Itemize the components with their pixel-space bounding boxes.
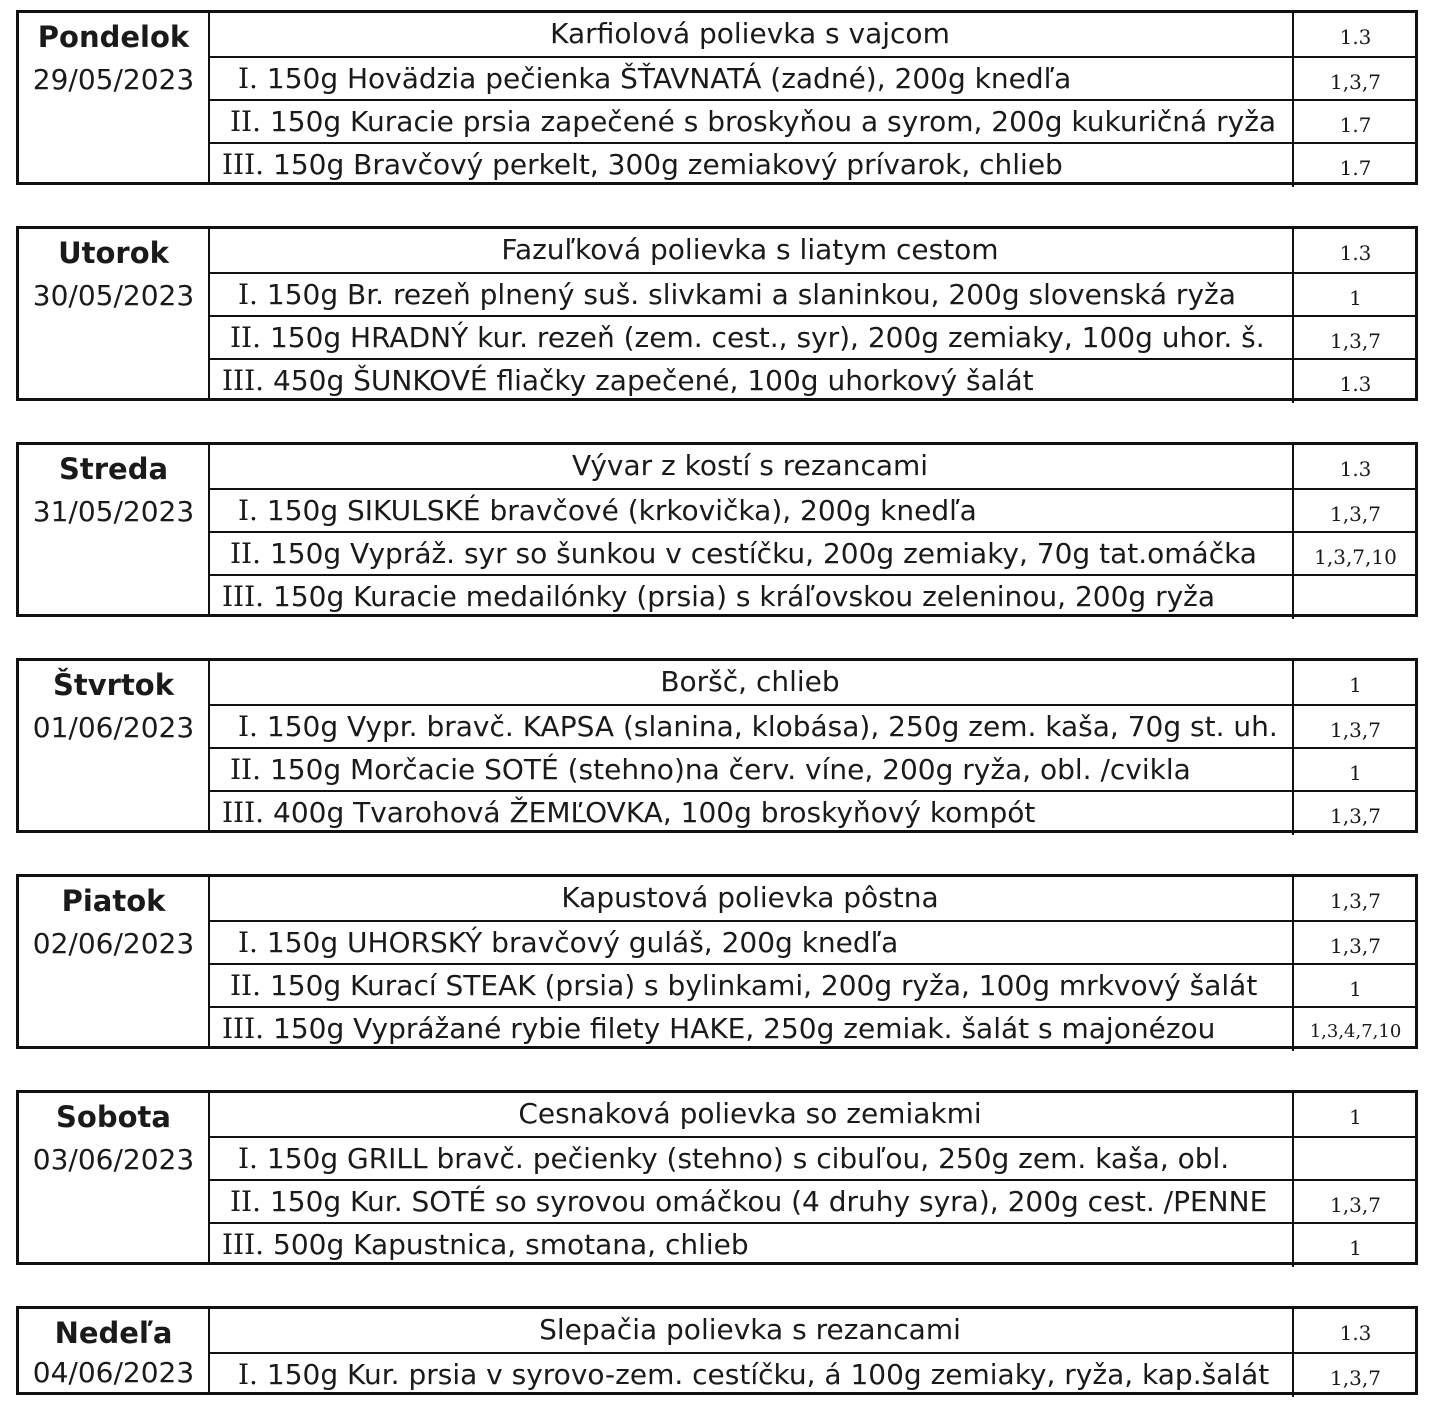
meal-text: 150g Br. rezeň plnený suš. slivkami a slaninkou, 200g slovenská ryža xyxy=(266,278,1236,311)
meal-name xyxy=(208,1181,1294,1224)
meal-name xyxy=(208,144,1294,187)
meal-name xyxy=(208,1008,1294,1051)
meal-name xyxy=(208,1224,1294,1267)
day-header xyxy=(19,1309,210,1392)
soup-name: Karfiolová polievka s vajcom xyxy=(208,13,1294,56)
allergens: 1,3,4,7,10 xyxy=(1309,1021,1402,1042)
meal-name xyxy=(208,58,1294,101)
allergens: 1.7 xyxy=(1339,113,1372,137)
day-block-wednesday xyxy=(16,442,1418,617)
meal-name xyxy=(208,922,1294,965)
allergens: 1,3,7 xyxy=(1330,934,1381,958)
day-date: 31/05/2023 xyxy=(32,495,195,528)
meal-name xyxy=(208,490,1294,533)
meal-text: 150g UHORSKÝ bravčový guláš, 200g knedľa xyxy=(266,926,899,959)
meal-number: I. xyxy=(238,494,258,527)
soup-row xyxy=(208,877,1415,920)
meal-text: 150g Vypráž. syr so šunkou v cestíčku, 200g zemiaky, 70g tat.omáčka xyxy=(269,537,1257,570)
day-date: 01/06/2023 xyxy=(32,711,195,744)
soup-name: Boršč, chlieb xyxy=(208,661,1294,704)
day-name: Pondelok xyxy=(37,20,190,54)
allergens: 1,3,7 xyxy=(1330,1366,1381,1390)
meal-row xyxy=(208,574,1415,619)
meal-number: II. xyxy=(230,321,262,354)
soup-row xyxy=(208,229,1415,272)
soup-row xyxy=(208,661,1415,704)
meal-row xyxy=(208,99,1415,144)
meal-text: 150g Kur. SOTÉ so syrovou omáčkou (4 druhy syra), 200g cest. /PENNE xyxy=(269,1185,1268,1218)
allergens: 1,3,7 xyxy=(1330,70,1381,94)
meal-number: II. xyxy=(230,969,262,1002)
meal-number: I. xyxy=(238,62,258,95)
soup-row xyxy=(208,13,1415,56)
allergens: 1,3,7 xyxy=(1330,329,1381,353)
meal-number: III. xyxy=(222,796,265,829)
day-block-sunday xyxy=(16,1306,1418,1395)
meal-row xyxy=(208,531,1415,576)
meal-number: I. xyxy=(238,1358,258,1391)
day-name: Utorok xyxy=(58,236,169,270)
meal-row xyxy=(208,488,1415,533)
soup-name: Fazuľková polievka s liatym cestom xyxy=(208,229,1294,272)
meal-text: 150g Kuracie medailónky (prsia) s kráľovskou zeleninou, 200g ryža xyxy=(273,580,1216,613)
day-header xyxy=(19,229,210,398)
meal-text: 150g Kuracie prsia zapečené s broskyňou a syrom, 200g kukuričná ryža xyxy=(269,105,1277,138)
allergens: 1.3 xyxy=(1339,457,1372,481)
day-date: 30/05/2023 xyxy=(32,279,195,312)
allergens: 1,3,7 xyxy=(1330,804,1381,828)
meal-text: 150g Vyprážané rybie filety HAKE, 250g zemiak. šalát s majonézou xyxy=(273,1012,1216,1045)
meal-number: I. xyxy=(238,278,258,311)
day-date: 04/06/2023 xyxy=(32,1356,195,1389)
meal-name xyxy=(208,576,1294,619)
allergens: 1,3,7 xyxy=(1330,718,1381,742)
meal-name xyxy=(208,1138,1294,1181)
allergens: 1,3,7 xyxy=(1330,502,1381,526)
meal-row xyxy=(208,747,1415,792)
meal-text: 450g ŠUNKOVÉ fliačky zapečené, 100g uhorkový šalát xyxy=(273,364,1034,397)
allergens: 1.3 xyxy=(1339,25,1372,49)
soup-name: Cesnaková polievka so zemiakmi xyxy=(208,1093,1294,1136)
meal-number: III. xyxy=(222,148,265,181)
day-date: 03/06/2023 xyxy=(32,1143,195,1176)
meal-number: III. xyxy=(222,580,265,613)
allergens: 1.3 xyxy=(1339,1321,1372,1345)
day-header xyxy=(19,661,210,830)
allergens: 1,3,7,10 xyxy=(1314,545,1397,569)
meal-text: 500g Kapustnica, smotana, chlieb xyxy=(273,1228,749,1261)
day-name: Nedeľa xyxy=(54,1316,173,1350)
meal-name xyxy=(208,1354,1294,1397)
allergens: 1 xyxy=(1349,1236,1362,1260)
day-block-saturday xyxy=(16,1090,1418,1265)
meal-number: III. xyxy=(222,1012,265,1045)
day-block-tuesday xyxy=(16,226,1418,401)
meal-name xyxy=(208,101,1294,144)
meal-text: 150g GRILL bravč. pečienky (stehno) s cibuľou, 250g zem. kaša, obl. xyxy=(266,1142,1230,1175)
soup-name: Slepačia polievka s rezancami xyxy=(208,1309,1294,1352)
soup-row xyxy=(208,1093,1415,1136)
allergens: 1 xyxy=(1349,286,1362,310)
meal-row xyxy=(208,358,1415,403)
soup-name: Vývar z kostí s rezancami xyxy=(208,445,1294,488)
day-header xyxy=(19,877,210,1046)
meal-text: 150g Morčacie SOTÉ (stehno)na červ. víne, 200g ryža, obl. /cvikla xyxy=(269,753,1191,786)
allergens: 1 xyxy=(1349,761,1362,785)
day-date: 29/05/2023 xyxy=(32,63,195,96)
allergens xyxy=(1296,576,1415,619)
meal-name xyxy=(208,749,1294,792)
meal-number: III. xyxy=(222,1228,265,1261)
meal-number: I. xyxy=(238,926,258,959)
allergens: 1 xyxy=(1349,673,1362,697)
meal-row xyxy=(208,315,1415,360)
meal-row xyxy=(208,1352,1415,1397)
meal-row xyxy=(208,1136,1415,1181)
meal-text: 150g Kurací STEAK (prsia) s bylinkami, 200g ryža, 100g mrkvový šalát xyxy=(269,969,1258,1002)
day-name: Sobota xyxy=(56,1100,171,1134)
day-header xyxy=(19,13,210,182)
day-block-monday xyxy=(16,10,1418,185)
allergens: 1.3 xyxy=(1339,372,1372,396)
meal-number: II. xyxy=(230,105,262,138)
meal-name xyxy=(208,533,1294,576)
meal-name xyxy=(208,317,1294,360)
meal-row xyxy=(208,1222,1415,1267)
day-name: Streda xyxy=(58,452,169,486)
day-block-thursday xyxy=(16,658,1418,833)
meal-text: 150g Hovädzia pečienka ŠŤAVNATÁ (zadné), 200g knedľa xyxy=(266,62,1072,95)
soup-row xyxy=(208,445,1415,488)
allergens: 1 xyxy=(1349,977,1362,1001)
meal-row xyxy=(208,142,1415,187)
meal-row xyxy=(208,272,1415,317)
meal-number: I. xyxy=(238,710,258,743)
day-header xyxy=(19,1093,210,1262)
allergens: 1.7 xyxy=(1339,156,1372,180)
meal-text: 150g Vypr. bravč. KAPSA (slanina, klobása), 250g zem. kaša, 70g st. uh. xyxy=(266,710,1278,743)
meal-text: 150g SIKULSKÉ bravčové (krkovička), 200g knedľa xyxy=(266,494,977,527)
meal-name xyxy=(208,706,1294,749)
meal-row xyxy=(208,704,1415,749)
meal-row xyxy=(208,790,1415,835)
soup-name: Kapustová polievka pôstna xyxy=(208,877,1294,920)
allergens: 1,3,7 xyxy=(1330,889,1381,913)
soup-row xyxy=(208,1309,1415,1352)
meal-text: 400g Tvarohová ŽEMĽOVKA, 100g broskyňový kompót xyxy=(273,796,1036,829)
day-name: Štvrtok xyxy=(52,668,175,702)
allergens xyxy=(1296,1138,1415,1181)
day-header xyxy=(19,445,210,614)
meal-text: 150g Bravčový perkelt, 300g zemiakový prívarok, chlieb xyxy=(273,148,1063,181)
day-name: Piatok xyxy=(61,884,166,918)
meal-row xyxy=(208,1179,1415,1224)
meal-row xyxy=(208,1006,1415,1051)
meal-number: II. xyxy=(230,1185,262,1218)
allergens: 1 xyxy=(1349,1105,1362,1129)
meal-row xyxy=(208,56,1415,101)
meal-name xyxy=(208,965,1294,1008)
meal-number: III. xyxy=(222,364,265,397)
meal-name xyxy=(208,274,1294,317)
meal-text: 150g Kur. prsia v syrovo-zem. cestíčku, á 100g zemiaky, ryža, kap.šalát xyxy=(266,1358,1270,1391)
meal-name xyxy=(208,792,1294,835)
meal-number: I. xyxy=(238,1142,258,1175)
day-date: 02/06/2023 xyxy=(32,927,195,960)
meal-name xyxy=(208,360,1294,403)
meal-row xyxy=(208,920,1415,965)
allergens: 1.3 xyxy=(1339,241,1372,265)
meal-number: II. xyxy=(230,753,262,786)
allergens: 1,3,7 xyxy=(1330,1193,1381,1217)
meal-row xyxy=(208,963,1415,1008)
meal-number: II. xyxy=(230,537,262,570)
day-block-friday xyxy=(16,874,1418,1049)
meal-text: 150g HRADNÝ kur. rezeň (zem. cest., syr), 200g zemiaky, 100g uhor. š. xyxy=(269,321,1265,354)
